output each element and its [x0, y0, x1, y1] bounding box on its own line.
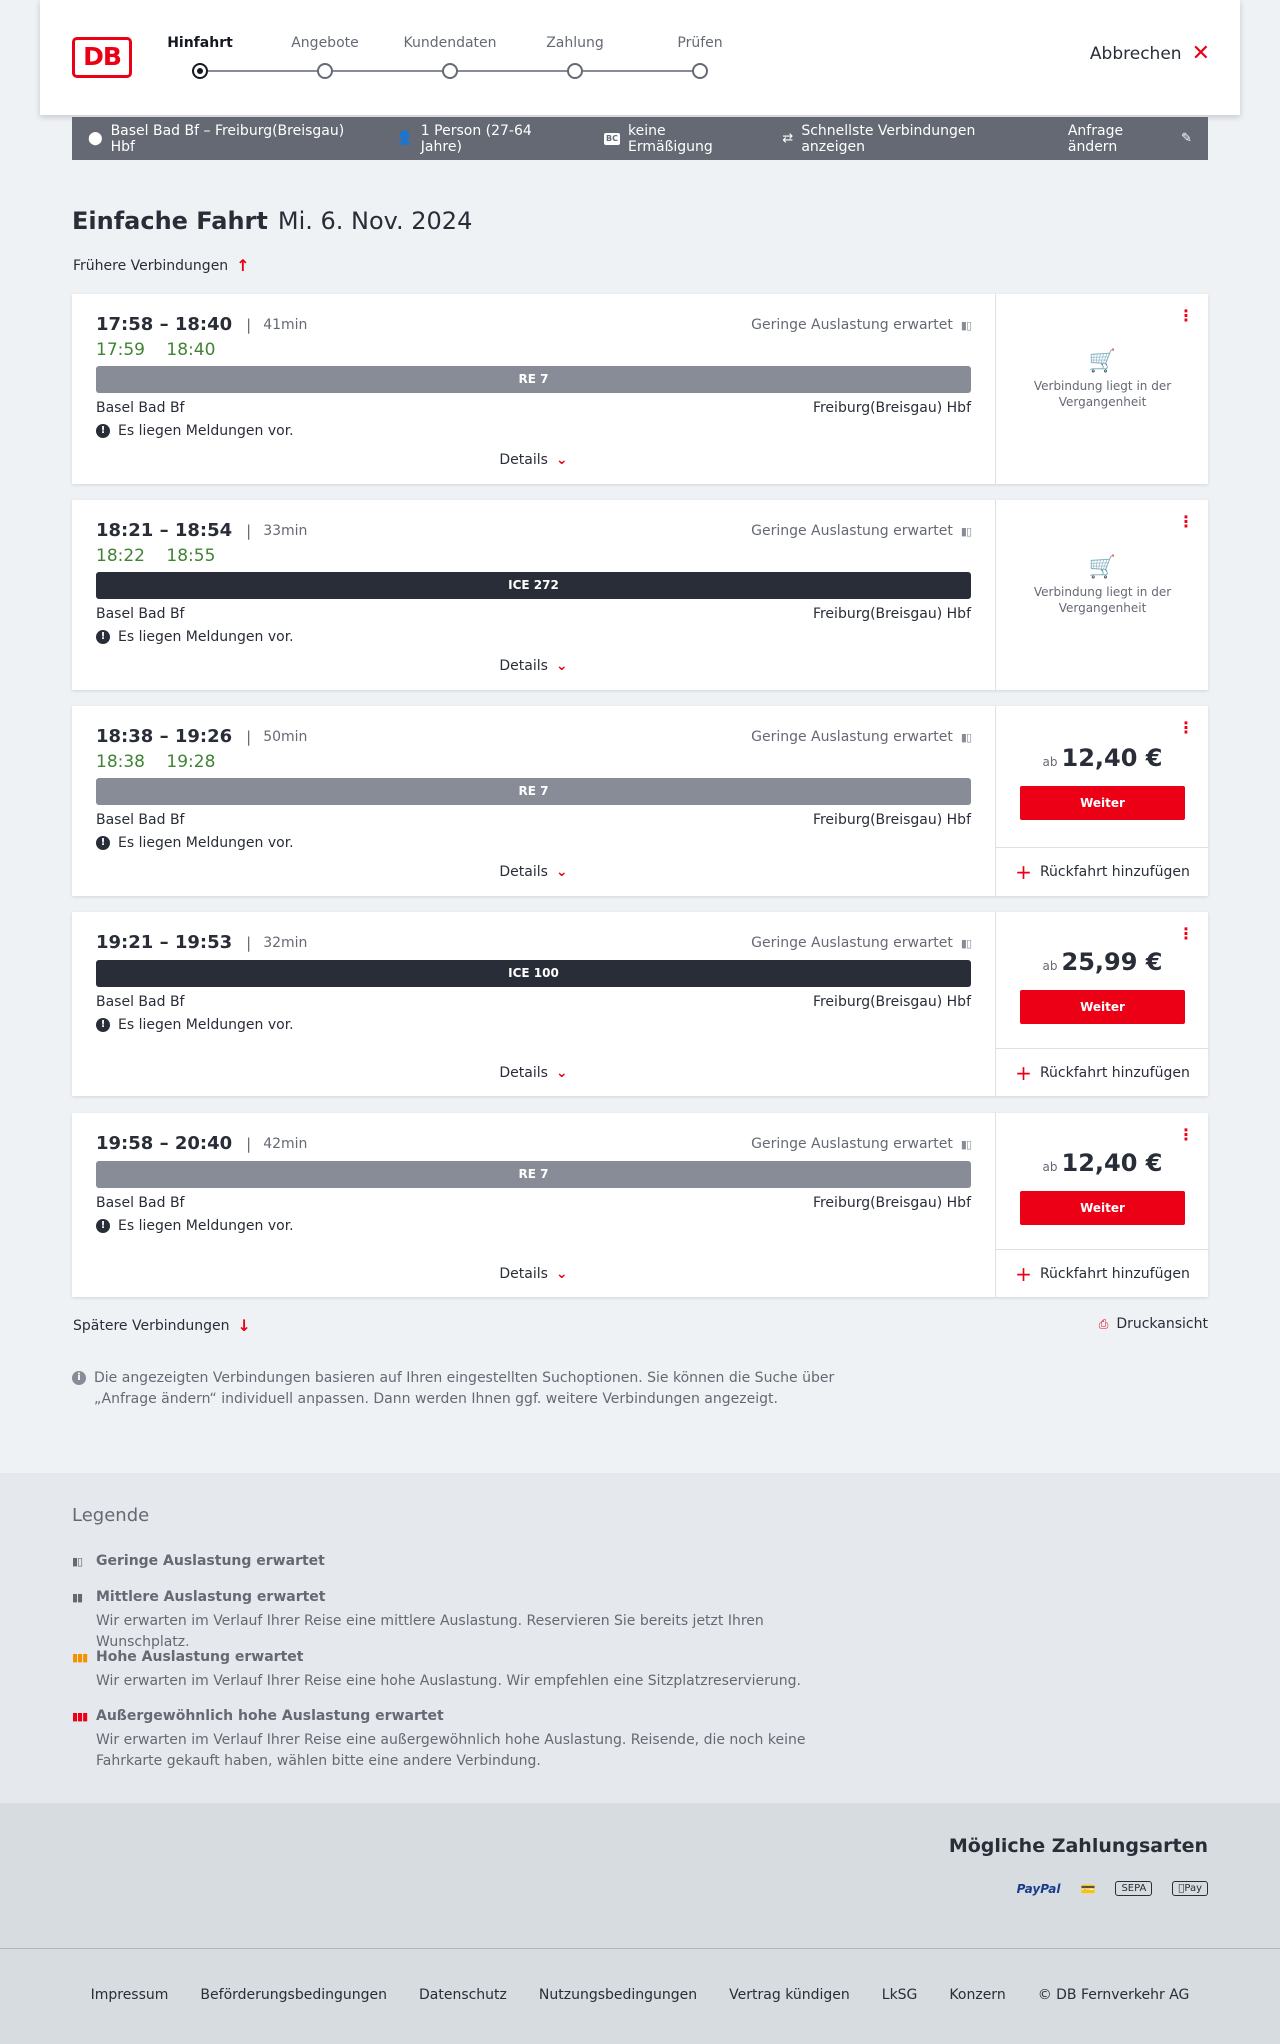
step-dot [317, 63, 333, 79]
message-text: Es liegen Meldungen vor. [118, 629, 294, 645]
legend-title: Legende [72, 1505, 150, 1526]
realtime-departure: 17:59 [96, 340, 145, 360]
connection-card[interactable] [72, 1113, 1208, 1297]
person-icon: 👤 [396, 131, 413, 146]
payment-methods-section [0, 1803, 1280, 1948]
offer-panel [995, 912, 1208, 1096]
footer-link-lksg[interactable]: LkSG [881, 1987, 918, 2003]
load-indicator [751, 317, 971, 333]
arrow-up-icon: ↑ [236, 256, 250, 275]
details-label: Details [499, 864, 548, 880]
departure-station: Basel Bad Bf [96, 606, 185, 622]
connection-card[interactable] [72, 912, 1208, 1096]
printer-icon: ⎙ [1098, 1316, 1109, 1331]
train-bar[interactable]: RE 7 [96, 1161, 971, 1188]
footer-link-datenschutz[interactable]: Datenschutz [418, 1987, 507, 2003]
low-load-icon: ▮▯ [960, 1137, 971, 1151]
cart-unavailable-icon: 🛒 [1088, 555, 1117, 580]
load-text: Geringe Auslastung erwartet [751, 935, 953, 951]
arrival-station: Freiburg(Breisgau) Hbf [812, 1195, 971, 1211]
weiter-button[interactable]: Weiter [1020, 786, 1185, 820]
connection-info [72, 706, 995, 896]
stations [96, 400, 971, 416]
price-amount: 12,40 € [1061, 1149, 1163, 1177]
weiter-button[interactable]: Weiter [1020, 990, 1185, 1024]
load-text: Geringe Auslastung erwartet [751, 1136, 953, 1152]
load-indicator [751, 1136, 971, 1152]
departure-station: Basel Bad Bf [96, 812, 185, 828]
change-request-label: Anfrage ändern [1067, 122, 1124, 155]
cancel-label: Abbrechen [1089, 44, 1182, 64]
details-toggle[interactable] [72, 658, 995, 674]
connection-times: 17:58 – 18:40 | 41min [96, 314, 308, 335]
planned-times: 19:21 – 19:53 [96, 932, 233, 953]
legend-desc: Wir erwarten im Verlauf Ihrer Reise eine außergewöhnlich hohe Auslastung. Reisende, die noch keine Fahrkarte gekauft haben, wählen bitte eine andere Verbindung. [96, 1732, 806, 1769]
info-note-text: Die angezeigten Verbindungen basieren auf Ihren eingestellten Suchoptionen. Sie können die Suche über „Anfrage ändern“ individuell anpassen. Dann werden Ihnen ggf. weitere Verbindungen angezeigt. [94, 1370, 835, 1407]
footer-links [0, 1987, 1280, 2003]
train-bar[interactable]: ICE 100 [96, 960, 971, 987]
offer-panel [995, 500, 1208, 690]
trip-type: Einfache Fahrt [72, 207, 268, 235]
connection-info [72, 912, 995, 1096]
legend-item-extreme [72, 1708, 856, 1772]
legend-head: Geringe Auslastung erwartet [96, 1553, 325, 1569]
legend-head: Außergewöhnlich hohe Auslastung erwartet [96, 1708, 444, 1724]
more-options-icon[interactable]: ⋮ [1178, 1125, 1194, 1144]
chevron-down-icon: ⌄ [555, 1065, 568, 1081]
close-icon: ✕ [1191, 41, 1210, 66]
details-toggle[interactable] [72, 452, 995, 468]
progress-stepper [167, 32, 723, 92]
step-label: Prüfen [677, 35, 723, 51]
step-hinfahrt[interactable] [140, 32, 260, 79]
arrival-station: Freiburg(Breisgau) Hbf [812, 606, 971, 622]
load-indicator [751, 523, 971, 539]
fastest-text: Schnellste Verbindungen anzeigen [801, 122, 976, 155]
more-options-icon[interactable]: ⋮ [1178, 924, 1194, 943]
cart-unavailable-icon: 🛒 [1088, 349, 1117, 374]
traveller-text: 1 Person (27-64 Jahre) [420, 122, 532, 155]
step-label: Hinfahrt [167, 35, 233, 51]
message-notice [96, 1218, 294, 1234]
payment-title: Mögliche Zahlungsarten [948, 1835, 1208, 1857]
stations [96, 994, 971, 1010]
step-dot [692, 63, 708, 79]
connection-card[interactable] [72, 294, 1208, 484]
duration: 50min [263, 728, 308, 745]
details-label: Details [499, 1266, 548, 1282]
load-indicator [751, 729, 971, 745]
realtime-times [96, 752, 231, 772]
paypal-icon: PayPal [1016, 1881, 1061, 1896]
connection-info [72, 500, 995, 690]
high-load-icon: ▮▮▮ [72, 1650, 88, 1664]
traveller-summary [397, 123, 572, 155]
connection-times: 18:21 – 18:54 | 33min [96, 520, 308, 541]
message-notice [96, 423, 294, 439]
exclamation-icon: ! [96, 1219, 110, 1233]
connection-times: 19:58 – 20:40 | 42min [96, 1133, 308, 1154]
load-text: Geringe Auslastung erwartet [751, 523, 953, 539]
legend-item-low [72, 1553, 325, 1569]
legend-desc: Wir erwarten im Verlauf Ihrer Reise eine hohe Auslastung. Wir empfehlen eine Sitzplatzreservierung. [96, 1673, 801, 1689]
route-text: Basel Bad Bf – Freiburg(Breisgau) Hbf [110, 122, 345, 155]
legend-item-high [72, 1649, 856, 1692]
page-footer [0, 1948, 1280, 2044]
message-text: Es liegen Meldungen vor. [118, 1017, 294, 1033]
duration: 33min [263, 522, 308, 539]
discount-text: keine Ermäßigung [628, 122, 713, 155]
past-connection-notice [996, 555, 1209, 616]
legend-head: Hohe Auslastung erwartet [96, 1649, 304, 1665]
realtime-departure: 18:22 [96, 546, 145, 566]
exclamation-icon: ! [96, 1018, 110, 1032]
message-notice [96, 1017, 294, 1033]
more-options-icon[interactable]: ⋮ [1178, 306, 1194, 325]
trip-date: Mi. 6. Nov. 2024 [277, 207, 473, 235]
pencil-icon: ✎ [1181, 131, 1192, 146]
realtime-times [96, 340, 231, 360]
connection-card[interactable] [72, 500, 1208, 690]
details-label: Details [499, 452, 548, 468]
add-return-button[interactable] [996, 1048, 1209, 1096]
print-view-link[interactable] [1099, 1316, 1208, 1332]
footer-link-vertrag[interactable]: Vertrag kündigen [729, 1987, 850, 2003]
more-options-icon[interactable]: ⋮ [1178, 718, 1194, 737]
apple-pay-icon: Pay [1172, 1881, 1208, 1896]
chevron-down-icon: ⌄ [555, 1266, 568, 1282]
past-connection-notice [996, 349, 1209, 410]
earlier-connections-link[interactable] [73, 256, 250, 275]
arrival-station: Freiburg(Breisgau) Hbf [812, 400, 971, 416]
footer-link-nutzung[interactable]: Nutzungsbedingungen [538, 1987, 698, 2003]
stations [96, 1195, 971, 1211]
earlier-label: Frühere Verbindungen [73, 257, 229, 274]
price-prefix: ab [1042, 1160, 1058, 1174]
message-text: Es liegen Meldungen vor. [118, 423, 294, 439]
price [996, 1149, 1209, 1177]
fastest-toggle[interactable] [782, 123, 1035, 155]
low-load-icon: ▮▯ [960, 318, 971, 332]
add-return-label: Rückfahrt hinzufügen [1039, 1064, 1190, 1081]
offer-panel [995, 706, 1208, 896]
past-text: Verbindung liegt in der Vergangenheit [1033, 585, 1172, 615]
low-load-icon: ▮▯ [960, 936, 971, 950]
duration: 41min [263, 316, 308, 333]
departure-station: Basel Bad Bf [96, 1195, 185, 1211]
route-summary [88, 123, 365, 155]
step-label: Angebote [291, 35, 359, 51]
footer-link-konzern[interactable]: Konzern [949, 1987, 1006, 2003]
train-bar[interactable]: RE 7 [96, 366, 971, 393]
connection-card[interactable] [72, 706, 1208, 896]
medium-load-icon: ▮▮ [72, 1590, 83, 1604]
details-label: Details [499, 658, 548, 674]
connection-info [72, 294, 995, 484]
realtime-arrival: 18:40 [166, 340, 216, 360]
plus-icon: + [1015, 1261, 1032, 1286]
offer-panel [995, 294, 1208, 484]
message-text: Es liegen Meldungen vor. [118, 1218, 294, 1234]
duration: 42min [263, 1135, 308, 1152]
message-notice [96, 629, 294, 645]
weiter-button[interactable]: Weiter [1020, 1191, 1185, 1225]
price-prefix: ab [1042, 755, 1058, 769]
train-bar[interactable]: RE 7 [96, 778, 971, 805]
price [996, 948, 1209, 976]
add-return-button[interactable] [996, 1249, 1209, 1297]
footer-link-impressum[interactable]: Impressum [90, 1987, 169, 2003]
step-kundendaten [390, 32, 510, 79]
add-return-label: Rückfahrt hinzufügen [1039, 1265, 1190, 1282]
departure-station: Basel Bad Bf [96, 994, 185, 1010]
arrival-station: Freiburg(Breisgau) Hbf [812, 812, 971, 828]
load-text: Geringe Auslastung erwartet [751, 317, 953, 333]
footer-copyright: © DB Fernverkehr AG [1037, 1987, 1190, 2003]
discount-summary [604, 123, 750, 155]
more-options-icon[interactable]: ⋮ [1178, 512, 1194, 531]
later-label: Spätere Verbindungen [73, 1317, 230, 1334]
add-return-label: Rückfahrt hinzufügen [1039, 863, 1190, 880]
exclamation-icon: ! [96, 630, 110, 644]
step-label: Kundendaten [403, 35, 497, 51]
step-label: Zahlung [546, 35, 604, 51]
print-label: Druckansicht [1116, 1316, 1208, 1332]
credit-card-icon: 💳 [1080, 1881, 1096, 1896]
plus-icon: + [1015, 1060, 1032, 1085]
message-text: Es liegen Meldungen vor. [118, 835, 294, 851]
step-angebote [265, 32, 385, 79]
db-logo[interactable]: DB [72, 37, 132, 78]
details-toggle[interactable] [72, 1266, 995, 1282]
offer-panel [995, 1113, 1208, 1297]
plus-icon: + [1015, 859, 1032, 884]
payment-icons [1017, 1881, 1208, 1896]
stations [96, 606, 971, 622]
load-indicator [751, 935, 971, 951]
past-text: Verbindung liegt in der Vergangenheit [1033, 379, 1172, 409]
planned-times: 18:38 – 19:26 [96, 726, 233, 747]
exclamation-icon: ! [96, 424, 110, 438]
step-pruefen [640, 32, 760, 79]
legend-item-medium [72, 1589, 856, 1653]
details-toggle[interactable] [72, 1065, 995, 1081]
page-title [72, 207, 472, 235]
extreme-load-icon: ▮▮▮ [72, 1709, 88, 1723]
search-summary-bar [72, 117, 1208, 160]
bahncard-icon: BC [606, 133, 618, 143]
price [996, 744, 1209, 772]
price-amount: 25,99 € [1061, 948, 1163, 976]
details-label: Details [499, 1065, 548, 1081]
realtime-times [96, 546, 231, 566]
search-options-note [72, 1368, 852, 1410]
info-icon: i [72, 1371, 86, 1385]
legend-desc: Wir erwarten im Verlauf Ihrer Reise eine mittlere Auslastung. Reservieren Sie bereits jetzt Ihren Wunschplatz. [96, 1613, 764, 1650]
price-prefix: ab [1042, 959, 1058, 973]
stations [96, 812, 971, 828]
step-dot [192, 63, 208, 79]
arrow-down-icon: ↓ [237, 1316, 251, 1335]
planned-times: 18:21 – 18:54 [96, 520, 233, 541]
message-notice [96, 835, 294, 851]
price-amount: 12,40 € [1061, 744, 1163, 772]
legend-section [0, 1473, 1280, 1803]
step-dot [442, 63, 458, 79]
planned-times: 17:58 – 18:40 [96, 314, 233, 335]
step-zahlung [515, 32, 635, 79]
step-dot [567, 63, 583, 79]
change-request-button[interactable] [1068, 123, 1192, 155]
swap-icon: ⇄ [782, 131, 794, 146]
planned-times: 19:58 – 20:40 [96, 1133, 233, 1154]
legend-head: Mittlere Auslastung erwartet [96, 1589, 326, 1605]
low-load-icon: ▮▯ [960, 524, 971, 538]
realtime-arrival: 19:28 [166, 752, 216, 772]
connection-info [72, 1113, 995, 1297]
realtime-arrival: 18:55 [166, 546, 216, 566]
train-bar[interactable]: ICE 272 [96, 572, 971, 599]
realtime-departure: 18:38 [96, 752, 145, 772]
details-toggle[interactable] [72, 864, 995, 880]
page-header [40, 0, 1240, 115]
chevron-down-icon: ⌄ [555, 452, 568, 468]
duration: 32min [263, 934, 308, 951]
later-connections-link[interactable] [73, 1316, 251, 1335]
sepa-icon: SEPA [1115, 1881, 1152, 1896]
footer-link-befoerderung[interactable]: Beförderungsbedingungen [200, 1987, 387, 2003]
connection-times: 19:21 – 19:53 | 32min [96, 932, 308, 953]
connection-times: 18:38 – 19:26 | 50min [96, 726, 308, 747]
cancel-button[interactable] [1089, 41, 1210, 66]
low-load-icon: ▮▯ [960, 730, 971, 744]
low-load-icon: ▮▯ [72, 1554, 83, 1568]
chevron-down-icon: ⌄ [555, 864, 568, 880]
exclamation-icon: ! [96, 836, 110, 850]
location-pin-icon: ⬤ [88, 131, 103, 146]
add-return-button[interactable] [996, 847, 1209, 895]
departure-station: Basel Bad Bf [96, 400, 185, 416]
load-text: Geringe Auslastung erwartet [751, 729, 953, 745]
arrival-station: Freiburg(Breisgau) Hbf [812, 994, 971, 1010]
chevron-down-icon: ⌄ [555, 658, 568, 674]
